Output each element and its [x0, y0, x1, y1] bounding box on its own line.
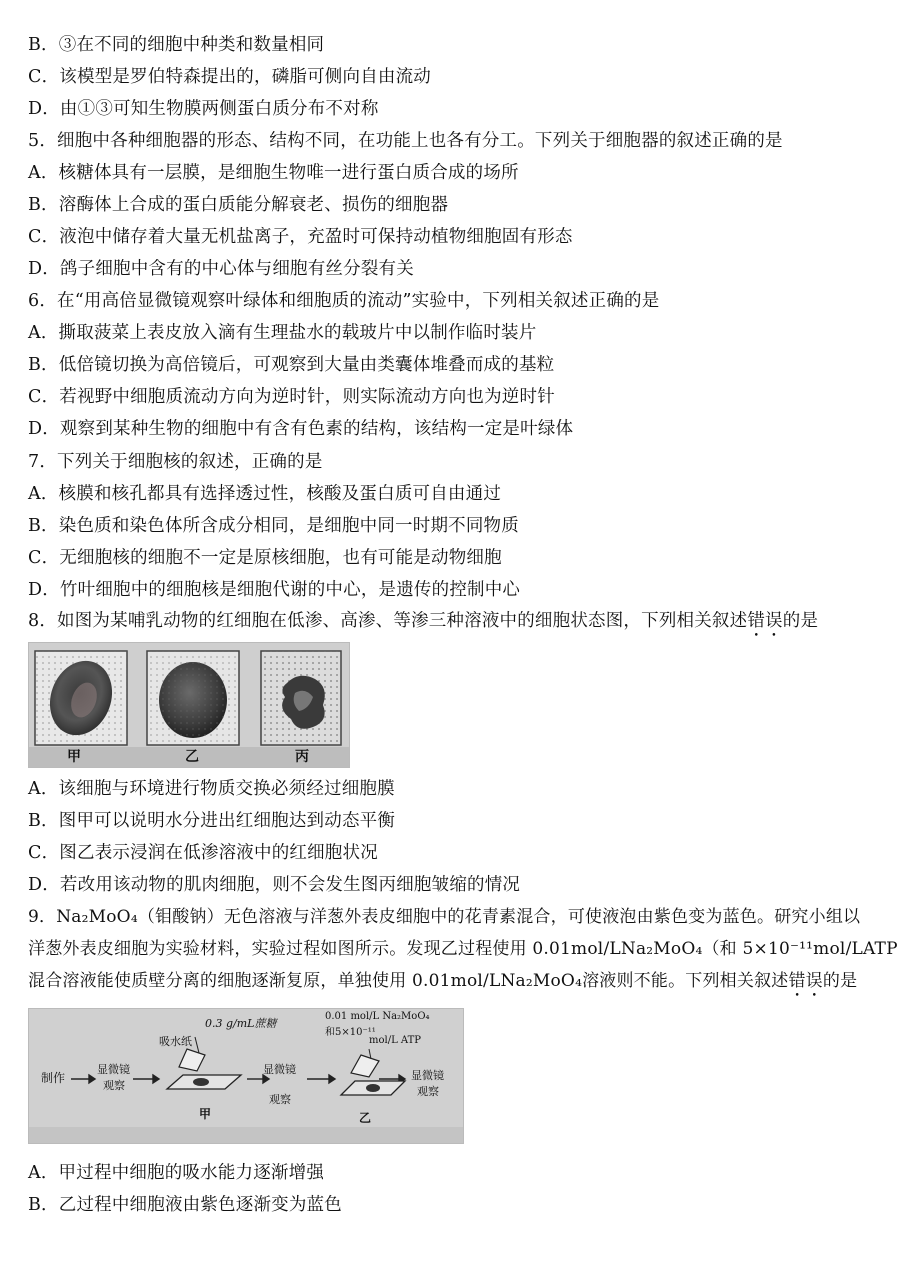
- option-line: C．液泡中储存着大量无机盐离子，充盈时可保持动植物细胞固有形态: [28, 227, 573, 247]
- emphasis-text: 错误: [747, 611, 783, 631]
- flow-label-microscope: 显微镜: [263, 1063, 296, 1076]
- option-line: D．竹叶细胞中的细胞核是细胞代谢的中心，是遗传的控制中心: [28, 580, 521, 600]
- option-line: D．由①③可知生物膜两侧蛋白质分布不对称: [28, 99, 379, 119]
- stem-text: 的是: [782, 611, 819, 631]
- option-line: D．若改用该动物的肌肉细胞，则不会发生图丙细胞皱缩的情况: [28, 875, 521, 895]
- question-stem-9: 9．Na₂MoO₄（钼酸钠）无色溶液与洋葱外表皮细胞中的花青素混合，可使液泡由紫色变为蓝色。研究小组以: [28, 907, 861, 927]
- question-stem-7: 7．下列关于细胞核的叙述，正确的是: [28, 452, 323, 472]
- emphasis-text: 错误: [788, 971, 823, 991]
- flow-label-observe: 观察: [269, 1093, 291, 1106]
- option-line: B．溶酶体上合成的蛋白质能分解衰老、损伤的细胞器: [28, 195, 449, 215]
- option-line: B．③在不同的细胞中种类和数量相同: [28, 35, 325, 55]
- flow-label-solution: 0.01 mol/L Na₂MoO₄: [325, 1011, 430, 1022]
- flow-label-observe: 观察: [103, 1079, 125, 1092]
- option-line: D．鸽子细胞中含有的中心体与细胞有丝分裂有关: [28, 259, 414, 279]
- question-stem-8: [28, 610, 818, 641]
- figure-label: 甲: [67, 749, 81, 765]
- flow-label-observe: 观察: [417, 1085, 439, 1098]
- option-line: A．甲过程中细胞的吸水能力逐渐增强: [28, 1163, 325, 1183]
- stem-text: 的是: [822, 971, 858, 991]
- flow-label-microscope: 显微镜: [411, 1069, 444, 1082]
- flow-label-microscope: 显微镜: [97, 1063, 130, 1076]
- flow-label-yi: 乙: [359, 1111, 372, 1125]
- option-line: C．无细胞核的细胞不一定是原核细胞，也有可能是动物细胞: [28, 548, 502, 568]
- option-line: B．乙过程中细胞液由紫色逐渐变为蓝色: [28, 1195, 342, 1215]
- flow-label-sucrose: 0.3 g/mL蔗糖: [205, 1017, 277, 1030]
- question-stem-5: 5．细胞中各种细胞器的形态、结构不同，在功能上也各有分工。下列关于细胞器的叙述正确的是: [28, 131, 783, 151]
- flow-label-make: 制作: [41, 1071, 66, 1085]
- red-blood-cell-figure: [28, 642, 350, 768]
- option-line: C．若视野中细胞质流动方向为逆时针，则实际流动方向也为逆时针: [28, 387, 555, 407]
- flow-label-solution: mol/L ATP: [369, 1035, 421, 1046]
- option-line: B．低倍镜切换为高倍镜后，可观察到大量由类囊体堆叠而成的基粒: [28, 355, 555, 375]
- option-line: C．图乙表示浸润在低渗溶液中的红细胞状况: [28, 843, 378, 863]
- flow-label-paper: 吸水纸: [159, 1035, 192, 1048]
- stem-text: 混合溶液能使质壁分离的细胞逐渐复原，单独使用 0.01mol/LNa₂MoO₄溶液则不能。下列相关叙述: [28, 971, 789, 991]
- stem-text: 8．如图为某哺乳动物的红细胞在低渗、高渗、等渗三种溶液中的细胞状态图，下列相关叙述: [28, 611, 748, 631]
- option-line: B．图甲可以说明水分进出红细胞达到动态平衡: [28, 811, 396, 831]
- figure-label: 丙: [295, 749, 309, 765]
- question-stem-6: 6．在“用高倍显微镜观察叶绿体和细胞质的流动”实验中，下列相关叙述正确的是: [28, 291, 660, 311]
- option-line: C．该模型是罗伯特森提出的，磷脂可侧向自由流动: [28, 67, 431, 87]
- option-line: D．观察到某种生物的细胞中有含有色素的结构，该结构一定是叶绿体: [28, 419, 574, 439]
- question-stem-9-cont: 洋葱外表皮细胞为实验材料，实验过程如图所示。发现乙过程使用 0.01mol/LNa₂MoO₄（和 5×10⁻¹¹mol/LATP: [28, 939, 898, 959]
- question-stem-9-cont: [28, 970, 857, 1001]
- experiment-flow-figure: [28, 1008, 464, 1144]
- flow-label-jia: 甲: [199, 1107, 212, 1121]
- flow-label-solution: 和5×10⁻¹¹: [325, 1027, 376, 1038]
- figure-label: 乙: [185, 749, 199, 765]
- option-line: A．撕取菠菜上表皮放入滴有生理盐水的载玻片中以制作临时装片: [28, 323, 537, 343]
- option-line: A．该细胞与环境进行物质交换必须经过细胞膜: [28, 779, 395, 799]
- option-line: A．核膜和核孔都具有选择透过性，核酸及蛋白质可自由通过: [28, 484, 502, 504]
- option-line: B．染色质和染色体所含成分相同，是细胞中同一时期不同物质: [28, 516, 519, 536]
- option-line: A．核糖体具有一层膜，是细胞生物唯一进行蛋白质合成的场所: [28, 163, 519, 183]
